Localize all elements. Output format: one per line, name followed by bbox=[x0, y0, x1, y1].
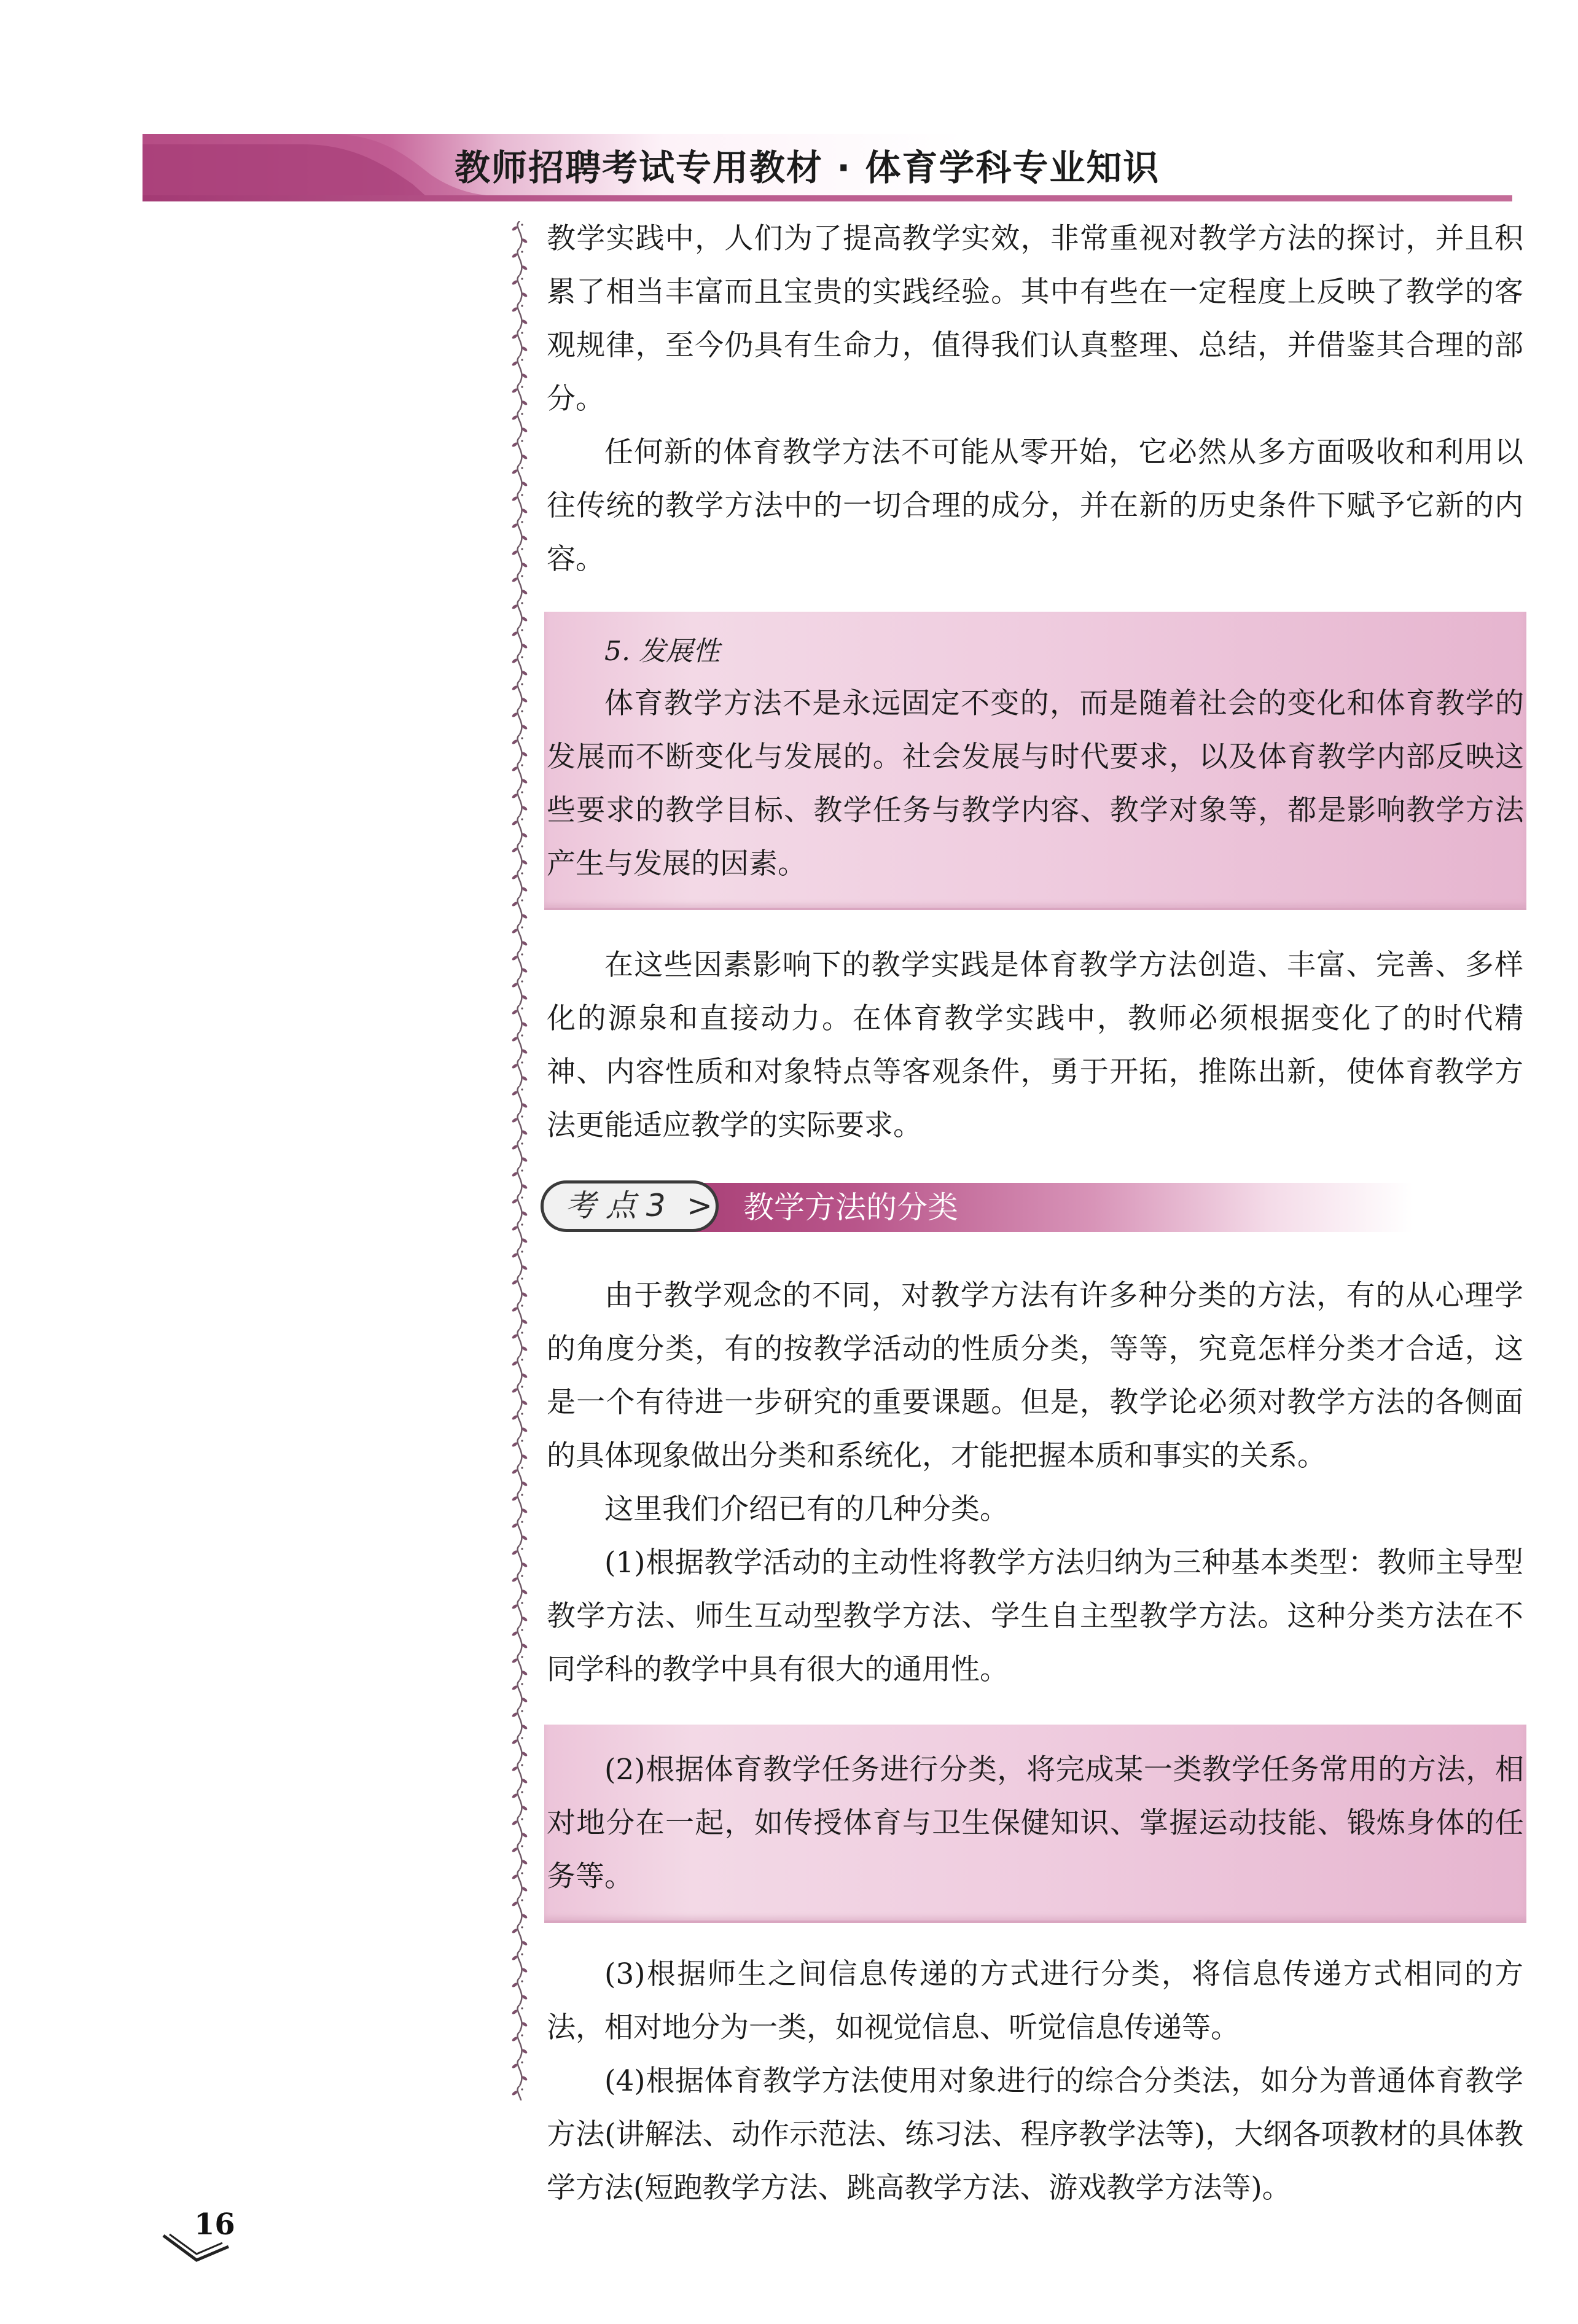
page-number: 16 bbox=[194, 2207, 235, 2242]
kaodian-title: 教学方法的分类 bbox=[743, 1190, 958, 1225]
classification-item-2: (2)根据体育教学任务进行分类，将完成某一类教学任务常用的方法，相对地分在一起，如传授体育与卫生保健知识、掌握运动技能、锻炼身体的任务等。 bbox=[547, 1753, 1524, 1893]
kaodian-band bbox=[614, 1183, 1413, 1232]
classification-item-1: (1)根据教学活动的主动性将教学方法归纳为三种基本类型：教师主导型教学方法、师生互动型教学方法、学生自主型教学方法。这种分类方法在不同学科的教学中具有很大的通用性。 bbox=[547, 1546, 1523, 1686]
vine-border-decoration bbox=[507, 221, 532, 2100]
kaodian-banner bbox=[541, 1177, 1523, 1238]
kaodian-label: 考 点 3 bbox=[565, 1188, 666, 1223]
classification-item-2-highlight-box bbox=[544, 1725, 1526, 1923]
header-underline bbox=[143, 195, 1512, 201]
header-wave-decoration bbox=[143, 126, 486, 200]
chevron-right-icon: > bbox=[687, 1188, 713, 1223]
section-5-highlight-box bbox=[544, 612, 1526, 910]
intro-paragraph-1: 教学实践中，人们为了提高教学实效，非常重视对教学方法的探讨，并且积累了相当丰富而且宝贵的实践经验。其中有些在一定程度上反映了教学的客观规律，至今仍具有生命力，值得我们认真整理、总结，并借鉴其合理的部分。 bbox=[547, 222, 1523, 416]
classification-item-4: (4)根据体育教学方法使用对象进行的综合分类法，如分为普通体育教学方法(讲解法、动作示范法、练习法、程序教学法等)，大纲各项教材的具体教学方法(短跑教学方法、跳高教学方法、游戏教学方法等)。 bbox=[547, 2064, 1523, 2205]
classification-paragraph-1: 由于教学观念的不同，对教学方法有许多种分类的方法，有的从心理学的角度分类，有的按教学活动的性质分类，等等，究竟怎样分类才合适，这是一个有待进一步研究的重要课题。但是，教学论必须对教学方法的各侧面的具体现象做出分类和系统化，才能把握本质和事实的关系。 bbox=[547, 1279, 1523, 1473]
classification-paragraph-2: 这里我们介绍已有的几种分类。 bbox=[604, 1492, 1009, 1526]
section-5-text: 体育教学方法不是永远固定不变的，而是随着社会的变化和体育教学的发展而不断变化与发展的。社会发展与时代要求，以及体育教学内部反映这些要求的教学目标、教学任务与教学内容、教学对象等，都是影响教学方法产生与发展的因素。 bbox=[547, 687, 1524, 881]
intro-paragraph-2: 任何新的体育教学方法不可能从零开始，它必然从多方面吸收和利用以往传统的教学方法中的一切合理的成分，并在新的历史条件下赋予它新的内容。 bbox=[547, 435, 1523, 576]
section-5-heading: 5. 发展性 bbox=[604, 636, 720, 667]
page-header-title: 教师招聘考试专用教材 · 体育学科专业知识 bbox=[455, 147, 1160, 189]
after-section-5-paragraph: 在这些因素影响下的教学实践是体育教学方法创造、丰富、完善、多样化的源泉和直接动力。在体育教学实践中，教师必须根据变化了的时代精神、内容性质和对象特点等客观条件，勇于开拓，推陈出新，使体育教学方法更能适应教学的实际要求。 bbox=[547, 948, 1523, 1142]
page-content bbox=[547, 212, 1523, 2215]
classification-item-3: (3)根据师生之间信息传递的方式进行分类，将信息传递方式相同的方法，相对地分为一类，如视觉信息、听觉信息传递等。 bbox=[547, 1957, 1523, 2045]
